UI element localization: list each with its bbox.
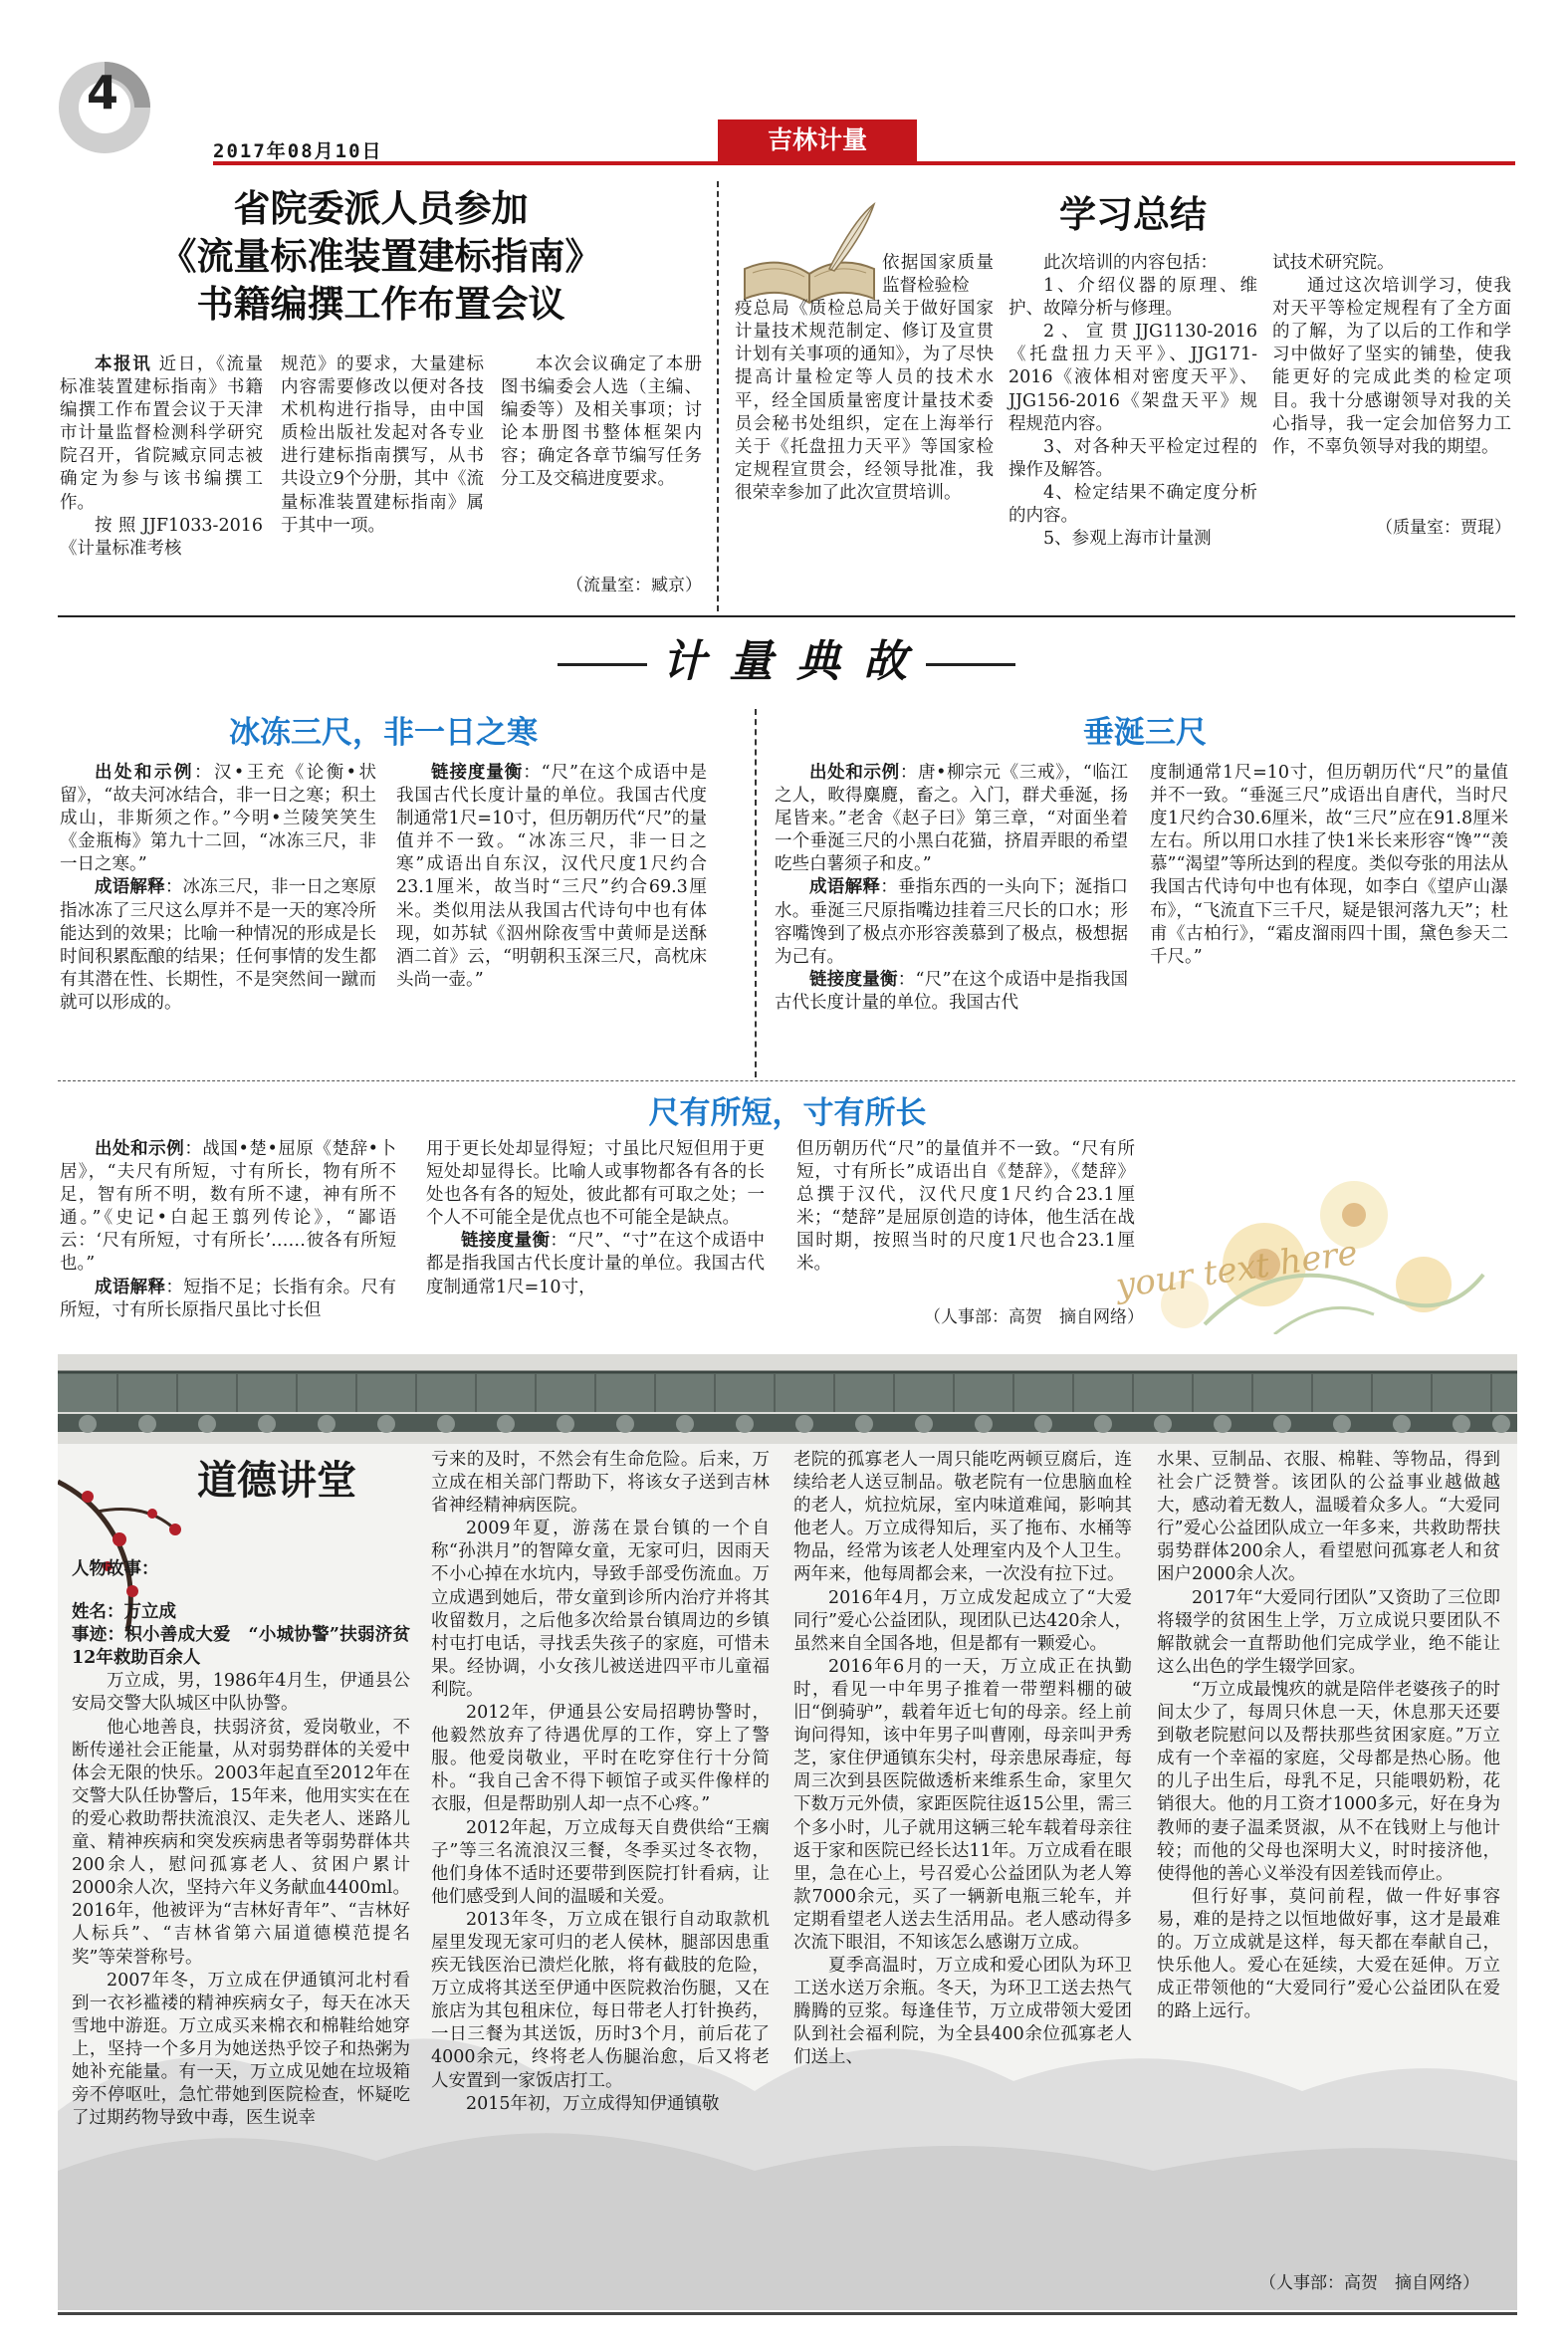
section-rule-2 — [58, 1080, 1515, 1081]
person-name: 姓名：万立成 — [72, 1602, 176, 1623]
section-rule-1 — [58, 615, 1515, 617]
story3-title: 尺有所短，寸有所长 — [648, 1095, 927, 1131]
paragraph: 亏来的及时，不然会有生命危险。后来，万立成在相关部门帮助下，将该女子送到吉林省神经精神病医院。 — [431, 1450, 770, 1517]
paragraph: ：“尺”、“寸”在这个成语中都是指我国古代长度计量的单位。我国古代度制通常1尺=10寸， — [426, 1231, 766, 1297]
paragraph: 2012年，伊通县公安局招聘协警时，他毅然放弃了待遇优厚的工作，穿上了警服。他爱岗敬业，平时在吃穿住行十分简朴。“我自己舍不得下顿馆子或买件像样的衣服，但是帮助别人却一点不心疼。” — [431, 1703, 770, 1815]
summary-col-1 — [735, 252, 994, 505]
story1-title: 冰冻三尺，非一日之寒 — [229, 715, 538, 751]
lead-label: 出处和示例 — [95, 1139, 185, 1159]
paragraph: 本次会议确定了本册图书编委会人选（主编、编委等）及相关事项；讨论本册图书整体框架内容；确定各章节编写任务分工及交稿进度要求。 — [501, 354, 702, 490]
story2-col-1 — [775, 762, 1128, 1015]
roof-tile-decoration — [58, 1354, 1517, 1444]
moral-col-1 — [72, 1558, 410, 2130]
paragraph: 水果、豆制品、衣服、棉鞋、等物品，得到社会广泛赞誉。该团队的公益事业越做越大，感动着无数人，温暖着众多人。“大爱同行”爱心公益团队成立一年多来，共救助帮扶弱势群体200余人，看望慰问孤寡老人和贫困户2000余人次。 — [1157, 1450, 1500, 1585]
column-name: 吉林计量 — [767, 125, 867, 154]
lead-label: 成语解释 — [95, 1277, 166, 1297]
paragraph: 2013年冬，万立成在银行自动取款机屋里发现无家可归的老人侯林，腿部因患重疾无钱医治已溃烂化脓，将有截肢的危险，万立成将其送至伊通中医院救治伤腿，又在旅店为其包租床位，每日带老人打针换药，一日三餐为其送饭，历时3个月，前后花了4000余元，终将老人伤腿治愈，后又将老人安置到一家饭店打工。 — [431, 1909, 770, 2091]
title-line-2: 《流量标准装置建标指南》 — [159, 234, 602, 279]
moral-credit: （人事部：高贺 摘自网络） — [1259, 2273, 1479, 2293]
paragraph: 但行好事，莫问前程，做一件好事容易，难的是持之以恒地做好事，这才是最难的。万立成就是这样，每天都在奉献自己，快乐他人。爱心在延续，大爱在延伸。万立成正带领他的“大爱同行”爱心公益团队在爱的路上远行。 — [1157, 1886, 1500, 2022]
paragraph: 2012年起，万立成每天自费供给“王瘸子”等三名流浪汉三餐，冬季买过冬衣物，他们身体不适时还要带到医院打针看病，让他们感受到人间的温暖和关爱。 — [431, 1817, 770, 1907]
meeting-col-2 — [281, 353, 484, 538]
paragraph: ：汉•王充《论衡•状留》，“故夫河冰结合，非一日之寒；积土成山，非斯须之作。”今明•兰陵笑笑生《金瓶梅》第九十二回，“冰冻三尺，非一日之寒。” — [60, 763, 376, 875]
top-column-divider — [717, 181, 719, 611]
paragraph: 2、宣贯JJG1130-2016《托盘扭力天平》、JJG171-2016《液体相对密度天平》、JJG156-2016《架盘天平》规程规范内容。 — [1008, 322, 1257, 434]
paragraph: 通过这次培训学习，使我对天平等检定规程有了全方面的了解，为了以后的工作和学习中做好了坚实的铺垫，使我能更好的完成此类的检定项目。我十分感谢领导对我的关心指导，我一定会加倍努力工作，不辜负领导对我的期望。 — [1272, 276, 1511, 457]
paragraph: ：短指不足；长指有余。尺有所短，寸有所长原指尺虽比寸长但 — [60, 1277, 396, 1320]
article-summary — [735, 184, 1521, 607]
meeting-col-3 — [501, 353, 702, 492]
lead-label: 成语解释 — [95, 877, 165, 898]
moral-col-3 — [793, 1449, 1132, 2070]
summary-col-2 — [1008, 252, 1257, 551]
paragraph: ：“尺”在这个成语中是我国古代长度计量的单位。我国古代度制通常1尺=10寸，但历朝历代“尺”的量值并不一致。“冰冻三尺，非一日之寒”成语出自东汉，汉代尺度1尺约合23.1厘米，故当时“三尺”约合69.3厘米。类似用法从我国古代诗句中也有体现，如苏轼《泅州除夜雪中黄师是送酥酒二首》云，“明朝积玉深三尺，高枕床头尚一壶。” — [396, 763, 707, 990]
paragraph: 老院的孤寡老人一周只能吃两顿豆腐后，连续给老人送豆制品。敬老院有一位患脑血栓的老人，炕拉炕尿，室内味道难闻，影响其他老人。万立成得知后，买了拖布、水桶等物品，经常为该老人处理室内及个人卫生。两年来，他每周都会来，一次没有拉下过。 — [793, 1450, 1132, 1585]
paragraph: 2007年冬，万立成在伊通镇河北村看到一衣衫褴褛的精神疾病女子，每天在冰天雪地中游逛。万立成买来棉衣和棉鞋给她穿上，坚持一个多月为她送热乎饺子和热粥为她补充能量。有一天，万立成见她在垃圾箱旁不停呕吐，急忙带她到医院检查，怀疑吃了过期药物导致中毒，医生说幸 — [72, 1970, 410, 2129]
paragraph: 但历朝历代“尺”的量值并不一致。“尺有所短，寸有所长”成语出自《楚辞》，《楚辞》总撰于汉代，汉代尺度1尺约合23.1厘米；“楚辞”是屈原创造的诗体，他生活在战国时期，按照当时的尺度1尺也合23.1厘米。 — [796, 1139, 1135, 1275]
story3-col-1 — [60, 1138, 396, 1322]
paragraph: ：唐•柳宗元《三戒》，“临江之人，畋得麋麑，畜之。入门，群犬垂涎，扬尾皆来。”老舍《赵子曰》第三章，“对面坐着一个垂涎三尺的小黑白花猫，挤眉弄眼的希望吃些白薯须子和皮。” — [775, 763, 1128, 875]
summary-intro: 依据国家质量监督检验检 — [882, 253, 994, 297]
paragraph: 万立成，男，1986年4月生，伊通县公安局交警大队城区中队协警。 — [72, 1671, 410, 1715]
story2-title: 垂涎三尺 — [1083, 715, 1207, 751]
paragraph: ：战国•楚•屈原《楚辞•卜居》，“夫尺有所短，寸有所长，物有所不足，智有所不明，数有所不逮，神有所不通。”《史记•白起王翦列传论》，“鄙语云：‘尺有所短，寸有所长’……彼各有所短也。” — [60, 1139, 397, 1275]
paragraph: ：“尺”在这个成语中是指我国古代长度计量的单位。我国古代 — [775, 969, 1128, 1013]
story-label: 人物故事： — [72, 1559, 159, 1579]
paragraph: 2015年初，万立成得知伊通镇敬 — [466, 2093, 720, 2114]
paragraph: 2017年“大爱同行团队”又资助了三位即将辍学的贫困生上学，万立成说只要团队不解散就会一直帮助他们完成学业，绝不能让这么出色的学生辍学回家。 — [1157, 1587, 1500, 1677]
page-header — [0, 0, 1568, 169]
lead-label: 链接度量衡 — [431, 763, 524, 783]
paragraph: 规范》的要求，大量建标内容需要修改以便对各技术机构进行指导，由中国质检出版社发起对各专业进行建标指南撰写，从书共设立9个分册，其中《流量标准装置建标指南》属于其中一项。 — [281, 354, 484, 536]
lead-label: 链接度量衡 — [809, 969, 898, 990]
stories-banner — [558, 625, 1015, 695]
title-line-3: 书籍编撰工作布置会议 — [196, 282, 565, 327]
article-meeting-title — [60, 184, 702, 328]
paragraph: 2009年夏，游荡在景台镇的一个自称“孙洪月”的智障女童，无家可归，因雨天不小心掉在水坑内，导致手部受伤流血。万立成遇到她后，带女童到诊所内治疗并将其收留数月，之后他多次给景台镇周边的乡镇村屯打电话，寻找丢失孩子的家庭，可惜未果。经协调，小女孩儿被送进四平市儿童福利院。 — [431, 1519, 770, 1700]
meeting-col-1 — [60, 353, 263, 561]
paragraph: 度制通常1尺=10寸，但历朝历代“尺”的量值并不一致。“垂涎三尺”成语出自唐代，当时尺度1尺约合30.6厘米，故“三尺”应在91.8厘米左右。所以用口水挂了快1米长来形容“馋”“羡慕”“渴望”等所达到的程度。类似夸张的用法从我国古代诗句中也有体现，如李白《望庐山瀑布》，“飞流直下三千尺，疑是银河落九天”；杜甫《古柏行》，“霜皮溜雨四十围，黛色参天二千尺。” — [1150, 763, 1508, 967]
page-number: 4 — [87, 66, 119, 119]
lead-label: 成语解释 — [809, 877, 881, 898]
paragraph: “万立成最愧疚的就是陪伴老婆孩子的时间太少了，每周只休息一天，休息那天还要到敬老院慰问以及帮扶那些贫困家庭。”万立成有一个幸福的家庭，父母都是热心肠。他的儿子出生后，母乳不足，只能喂奶粉，花销很大。他的月工资才1000多元，好在身为教师的妻子温柔贤淑，从不在钱财上与他计较；而他的父母也深明大义，时时接济他，使得他的善心义举没有因差钱而停止。 — [1157, 1679, 1500, 1884]
title-line-1: 省院委派人员参加 — [233, 186, 529, 230]
story1-col-1 — [60, 762, 376, 1015]
moral-col-2 — [431, 1449, 770, 2116]
paragraph: 按照JJF1033-2016《计量标准考核 — [60, 515, 263, 559]
summary-credit: （质量室：贾琨） — [1376, 518, 1511, 538]
banner-swash-right — [926, 663, 1015, 666]
footer-rule — [58, 2312, 1517, 2315]
meeting-credit: （流量室：臧京） — [566, 576, 702, 595]
story3-col-3 — [796, 1138, 1135, 1277]
person-deeds: 事迹：积小善成大爱 “小城协警”扶弱济贫12年救助百余人 — [72, 1625, 410, 1669]
stories-column-divider — [755, 709, 757, 1077]
paragraph: ：冰冻三尺，非一日之寒原指冰冻了三尺这么厚并不是一天的寒冷所能达到的效果；比喻一种情况的形成是长时间积累酝酿的结果；任何事情的发生都有其潜在性、长期性，不是突然间一蹴而就可以形成的。 — [60, 877, 377, 1013]
issue-date: 2017年08月10日 — [213, 140, 383, 162]
moral-title: 道德讲堂 — [197, 1457, 356, 1504]
column-name-badge — [718, 119, 917, 161]
paragraph: 4、检定结果不确定度分析的内容。 — [1008, 482, 1257, 527]
article-summary-title: 学习总结 — [1059, 192, 1207, 236]
story2-col-2 — [1150, 762, 1508, 969]
lead-label: 本报讯 — [95, 354, 152, 374]
paragraph: ：垂指东西的一头向下；涎指口水。垂涎三尺原指嘴边挂着三尺长的口水；形容嘴馋到了极点亦形容羡慕到了极点，极想据为己有。 — [775, 877, 1129, 967]
story3-col-2 — [426, 1138, 765, 1299]
paragraph: 疫总局《质检总局关于做好国家计量技术规范制定、修订及宣贯计划有关事项的通知》，为了尽快提高计量检定等人员的技术水平，经全国质量密度计量技术委员会秘书处组织，定在上海举行关于《托盘扭力天平》等国家检定规程宣贯会，经领导批准，我很荣幸参加了此次宣贯培训。 — [735, 299, 994, 503]
lead-label: 出处和示例 — [809, 763, 900, 783]
lead-label: 出处和示例 — [95, 763, 194, 783]
decor-script-text: your text here — [1113, 1233, 1361, 1306]
paragraph: 2016年6月的一天，万立成正在执勤时，看见一中年男子推着一带塑料棚的破旧“倒骑驴”，载着年近七旬的母亲。经上前询问得知，该中年男子叫曹刚，母亲叫尹秀芝，家住伊通镇东尖村，母亲患尿毒症，每周三次到县医院做透析来维系生命，家里欠下数万元外债，家距医院往返15公里，需三个多小时，儿子就用这辆三轮车载着母亲往返于家和医院已经长达11年。万立成看在眼里，急在心上，号召爱心公益团队为老人筹款7000余元，买了一辆新电瓶三轮车，并定期看望老人送去生活用品。老人感动得多次流下眼泪，不知该怎么感谢万立成。 — [793, 1656, 1132, 1953]
paragraph: 3、对各种天平检定过程的操作及解答。 — [1008, 436, 1257, 480]
paragraph: 1、介绍仪器的原理、维护、故障分析与修理。 — [1008, 276, 1257, 320]
paragraph: 此次培训的内容包括： — [1043, 253, 1218, 273]
stories-banner-text: 计 量 典 故 — [662, 636, 911, 687]
paragraph: 试技术研究院。 — [1272, 253, 1395, 273]
header-rule — [213, 161, 1515, 165]
lead-label: 链接度量衡 — [461, 1231, 551, 1252]
banner-swash-left — [558, 663, 647, 666]
paragraph: 近日，《流量标准装置建标指南》书籍编撰工作布置会议于天津市计量监督检测科学研究院召开，省院臧京同志被确定为参与该书编撰工作。 — [60, 354, 263, 513]
paragraph: 5、参观上海市计量测 — [1043, 529, 1212, 550]
stories-credit: （人事部：高贺 摘自网络） — [924, 1307, 1144, 1327]
article-meeting — [60, 184, 702, 607]
story1-col-2 — [396, 762, 707, 992]
paragraph: 他心地善良，扶弱济贫，爱岗敬业，不断传递社会正能量，从对弱势群体的关爱中体会无限的快乐。2003年起直至2012年在交警大队任协警后，15年来，他用实实在在的爱心救助帮扶流浪汉、走失老人、迷路儿童、精神疾病和突发疾病患者等弱势群体共200余人，慰问孤寡老人、贫困户累计2000余人次，坚持六年义务献血4400ml。2016年，他被评为“吉林好青年”、“吉林好人标兵”、“吉林省第六届道德模范提名奖”等荣誉称号。 — [72, 1717, 410, 1968]
paragraph: 2016年4月，万立成发起成立了“大爱同行”爱心公益团队，现团队已达420余人，虽然来自全国各地，但是都有一颗爱心。 — [793, 1587, 1132, 1654]
paragraph: 用于更长处却显得短；寸虽比尺短但用于更短处却显得长。比喻人或事物都各有各的长处也各有各的短处，彼此都有可取之处；一个人不可能全是优点也不可能全是缺点。 — [426, 1139, 765, 1229]
paragraph: 夏季高温时，万立成和爱心团队为环卫工送水送万余瓶。冬天，为环卫工送去热气腾腾的豆浆。每逢佳节，万立成带领大爱团队到社会福利院，为全县400余位孤寡老人们送上、 — [793, 1956, 1132, 2068]
summary-col-3 — [1272, 252, 1511, 459]
moral-col-4 — [1157, 1449, 1500, 2023]
